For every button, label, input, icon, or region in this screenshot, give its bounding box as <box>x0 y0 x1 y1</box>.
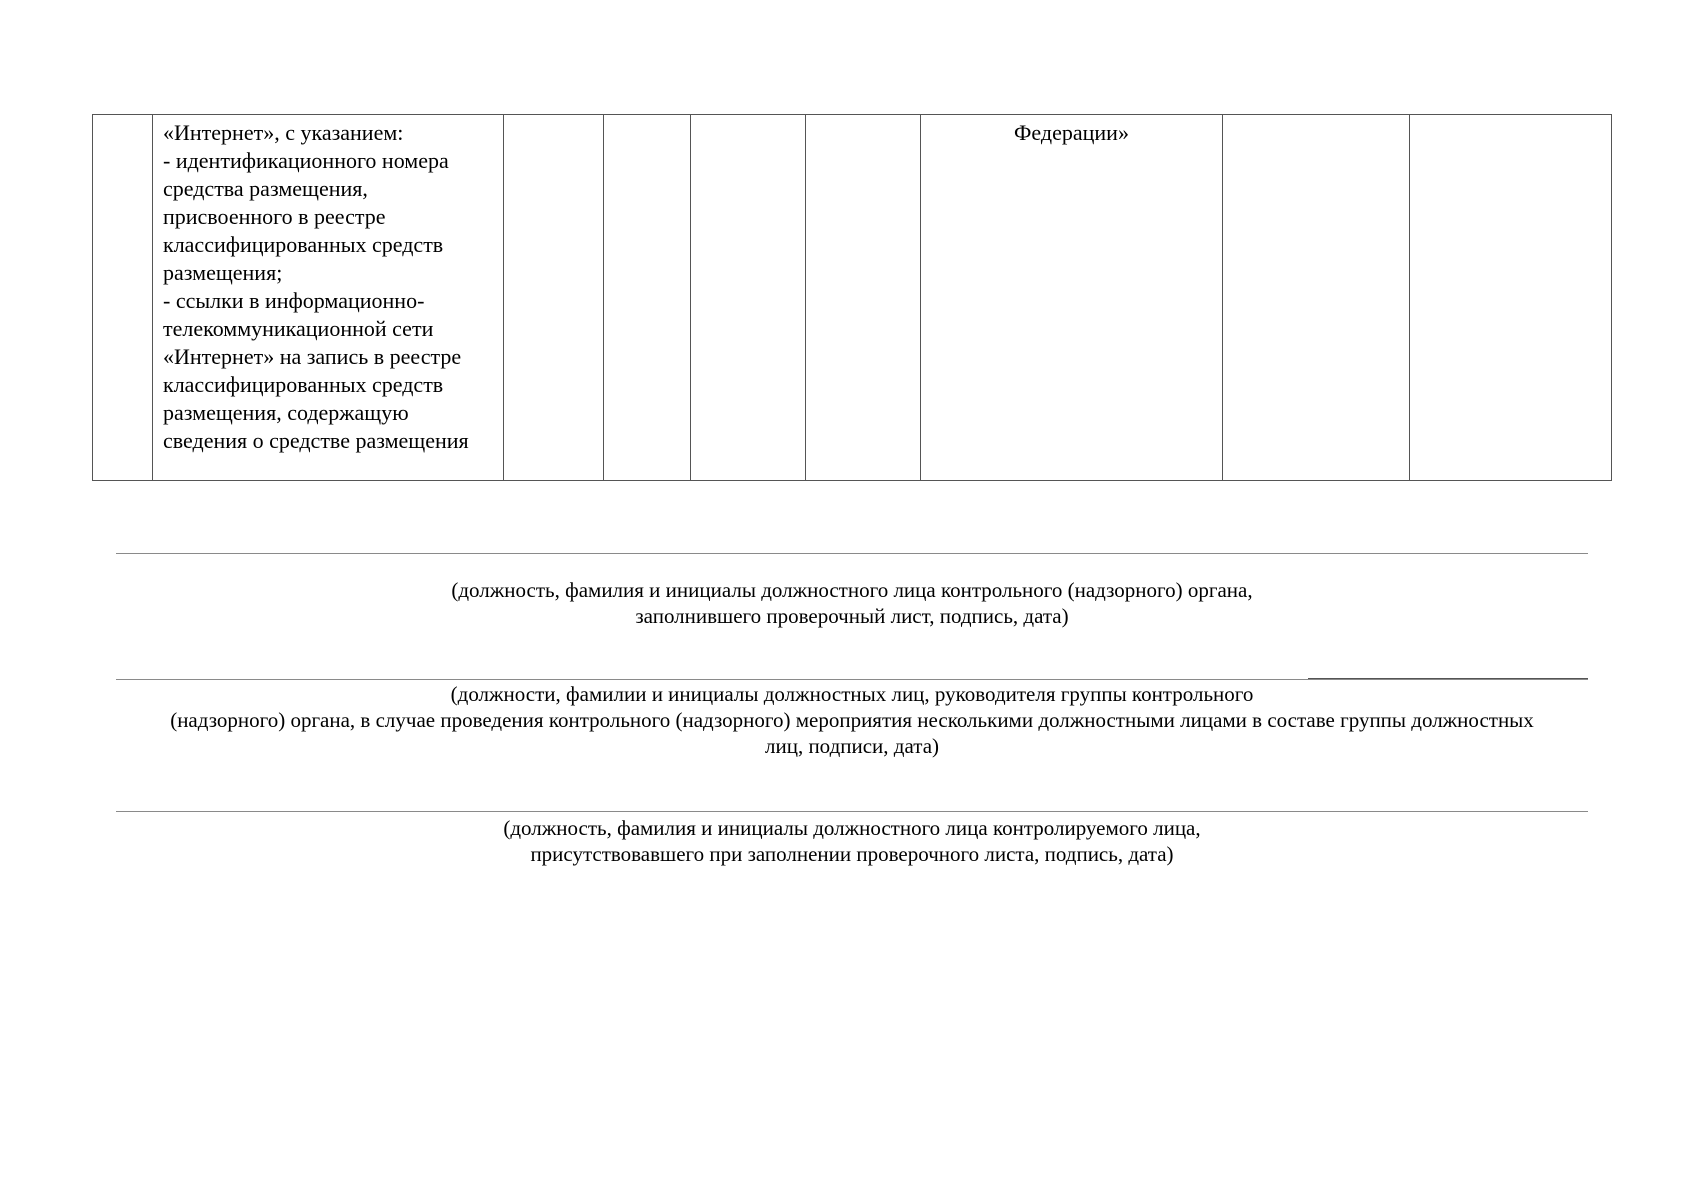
table-row <box>93 115 1612 481</box>
group-caption-line2: (надзорного) органа, в случае проведения контрольного (надзорного) мероприятия несколькими должностными лицами в составе группы должностных <box>170 708 1534 732</box>
checklist-table <box>92 114 1612 481</box>
group-signature-line <box>116 679 1588 680</box>
inspector-caption-line2: заполнившего проверочный лист, подпись, дата) <box>635 604 1069 628</box>
group-signature-caption <box>116 681 1588 759</box>
cell-notes <box>1223 115 1410 481</box>
cell-answer-yes <box>504 115 604 481</box>
cell-answer-extra <box>806 115 921 481</box>
inspector-signature-caption <box>116 577 1588 629</box>
cell-number <box>93 115 153 481</box>
cell-comments <box>1410 115 1612 481</box>
cell-answer-no <box>604 115 691 481</box>
controlled-person-caption-line1: (должность, фамилия и инициалы должностного лица контролируемого лица, <box>503 816 1201 840</box>
requirement-text: «Интернет», с указанием: - идентификационного номера средства размещения, присвоенного в реестре классифицированных средств размещения; - ссылки в информационно-телекоммуникационной сети «Интернет» на запись в реестре классифицированных средств размещения, содержащую сведения о средстве размещения <box>163 120 469 453</box>
controlled-person-caption-line2: присутствовавшего при заполнении проверочного листа, подпись, дата) <box>530 842 1174 866</box>
inspector-signature-line <box>116 553 1588 554</box>
cell-legal-reference <box>921 115 1223 481</box>
legal-reference-text: Федерации» <box>1014 120 1129 145</box>
group-signature-line-extra <box>1308 678 1588 679</box>
cell-answer-na <box>691 115 806 481</box>
inspector-caption-line1: (должность, фамилия и инициалы должностного лица контрольного (надзорного) органа, <box>451 578 1253 602</box>
group-caption-line3: лиц, подписи, дата) <box>764 734 940 758</box>
controlled-person-signature-caption <box>116 815 1588 867</box>
group-caption-line1: (должности, фамилии и инициалы должностных лиц, руководителя группы контрольного <box>450 682 1254 706</box>
controlled-person-signature-line <box>116 811 1588 812</box>
cell-requirement <box>153 115 504 481</box>
